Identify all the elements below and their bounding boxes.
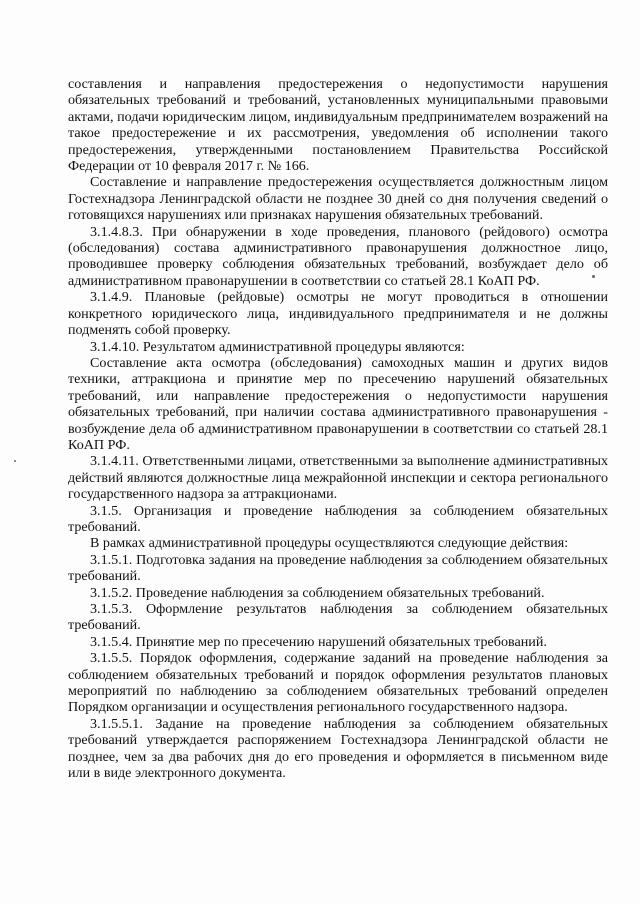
paragraph: Составление и направление предостережения осуществляется должностным лицом Гостехнадзора Ленинградской области не позднее 30 дней со дня получения сведений о готовящихся нарушениях или признаках нарушения обязательных требований. (68, 174, 608, 224)
paragraph: 3.1.4.10. Результатом административной процедуры являются: (90, 338, 465, 355)
paragraph: В рамках административной процедуры осуществляются следующие действия: (90, 535, 569, 552)
document-body (68, 76, 608, 781)
scan-dot-mark (14, 460, 16, 462)
paragraph: 3.1.5.5. Порядок оформления, содержание заданий на проведение наблюдения за соблюдением обязательных требований и порядок оформления результатов плановых мероприятий по наблюдению за соблюдением обязательных требований определен Порядком организации и осуществления регионального государственного надзора. (68, 650, 608, 716)
paragraph: Составление акта осмотра (обследования) самоходных машин и других видов техники, аттракциона и принятие мер по пресечению нарушений обязательных требований, или направление предостережения о недопустимости нарушения обязательных требований, при наличии состава административного правонарушения - возбуждение дела об административном правонарушении в соответствии со статьей 28.1 КоАП РФ. (68, 354, 608, 453)
paragraph: 3.1.5.1. Подготовка задания на проведение наблюдения за соблюдением обязательных требований. (68, 551, 608, 585)
paragraph: 3.1.5.4. Принятие мер по пресечению нарушений обязательных требований. (90, 633, 547, 650)
paragraph: составления и направления предостережения о недопустимости нарушения обязательных требований и требований, установленных муниципальными правовыми актами, подачи юридическим лицом, индивидуальным предпринимателем возражений на такое предостережение и их рассмотрения, уведомления об исполнении такого предостережения, утвержденными постановлением Правительства Российской Федерации от 10 февраля 2017 г. № 166. (68, 76, 608, 175)
paragraph: 3.1.4.8.3. При обнаружении в ходе проведения, планового (рейдового) осмотра (обследования) состава административного правонарушения должностное лицо, проводившее проверку соблюдения обязательных требований, возбуждает дело об административном правонарушении в соответствии со статьей 28.1 КоАП РФ. (68, 223, 608, 289)
paragraph: 3.1.5. Организация и проведение наблюдения за соблюдением обязательных требований. (68, 502, 608, 535)
paragraph: 3.1.4.11. Ответственными лицами, ответственными за выполнение административных действий являются должностные лица межрайонной инспекции и сектора регионального государственного надзора за аттракционами. (68, 453, 608, 503)
paragraph: 3.1.5.3. Оформление результатов наблюдения за соблюдением обязательных требований. (68, 601, 608, 634)
paragraph: 3.1.5.2. Проведение наблюдения за соблюдением обязательных требований. (90, 584, 545, 601)
paragraph: 3.1.5.5.1. Задание на проведение наблюдения за соблюдением обязательных требований утверждается распоряжением Гостехнадзора Ленинградской области не позднее, чем за два рабочих дня до его проведения и оформляется в письменном виде или в виде электронного документа. (68, 715, 608, 782)
paragraph: 3.1.4.9. Плановые (рейдовые) осмотры не могут проводиться в отношении конкретного юридического лица, индивидуального предпринимателя и не должны подменять собой проверку. (68, 289, 608, 339)
